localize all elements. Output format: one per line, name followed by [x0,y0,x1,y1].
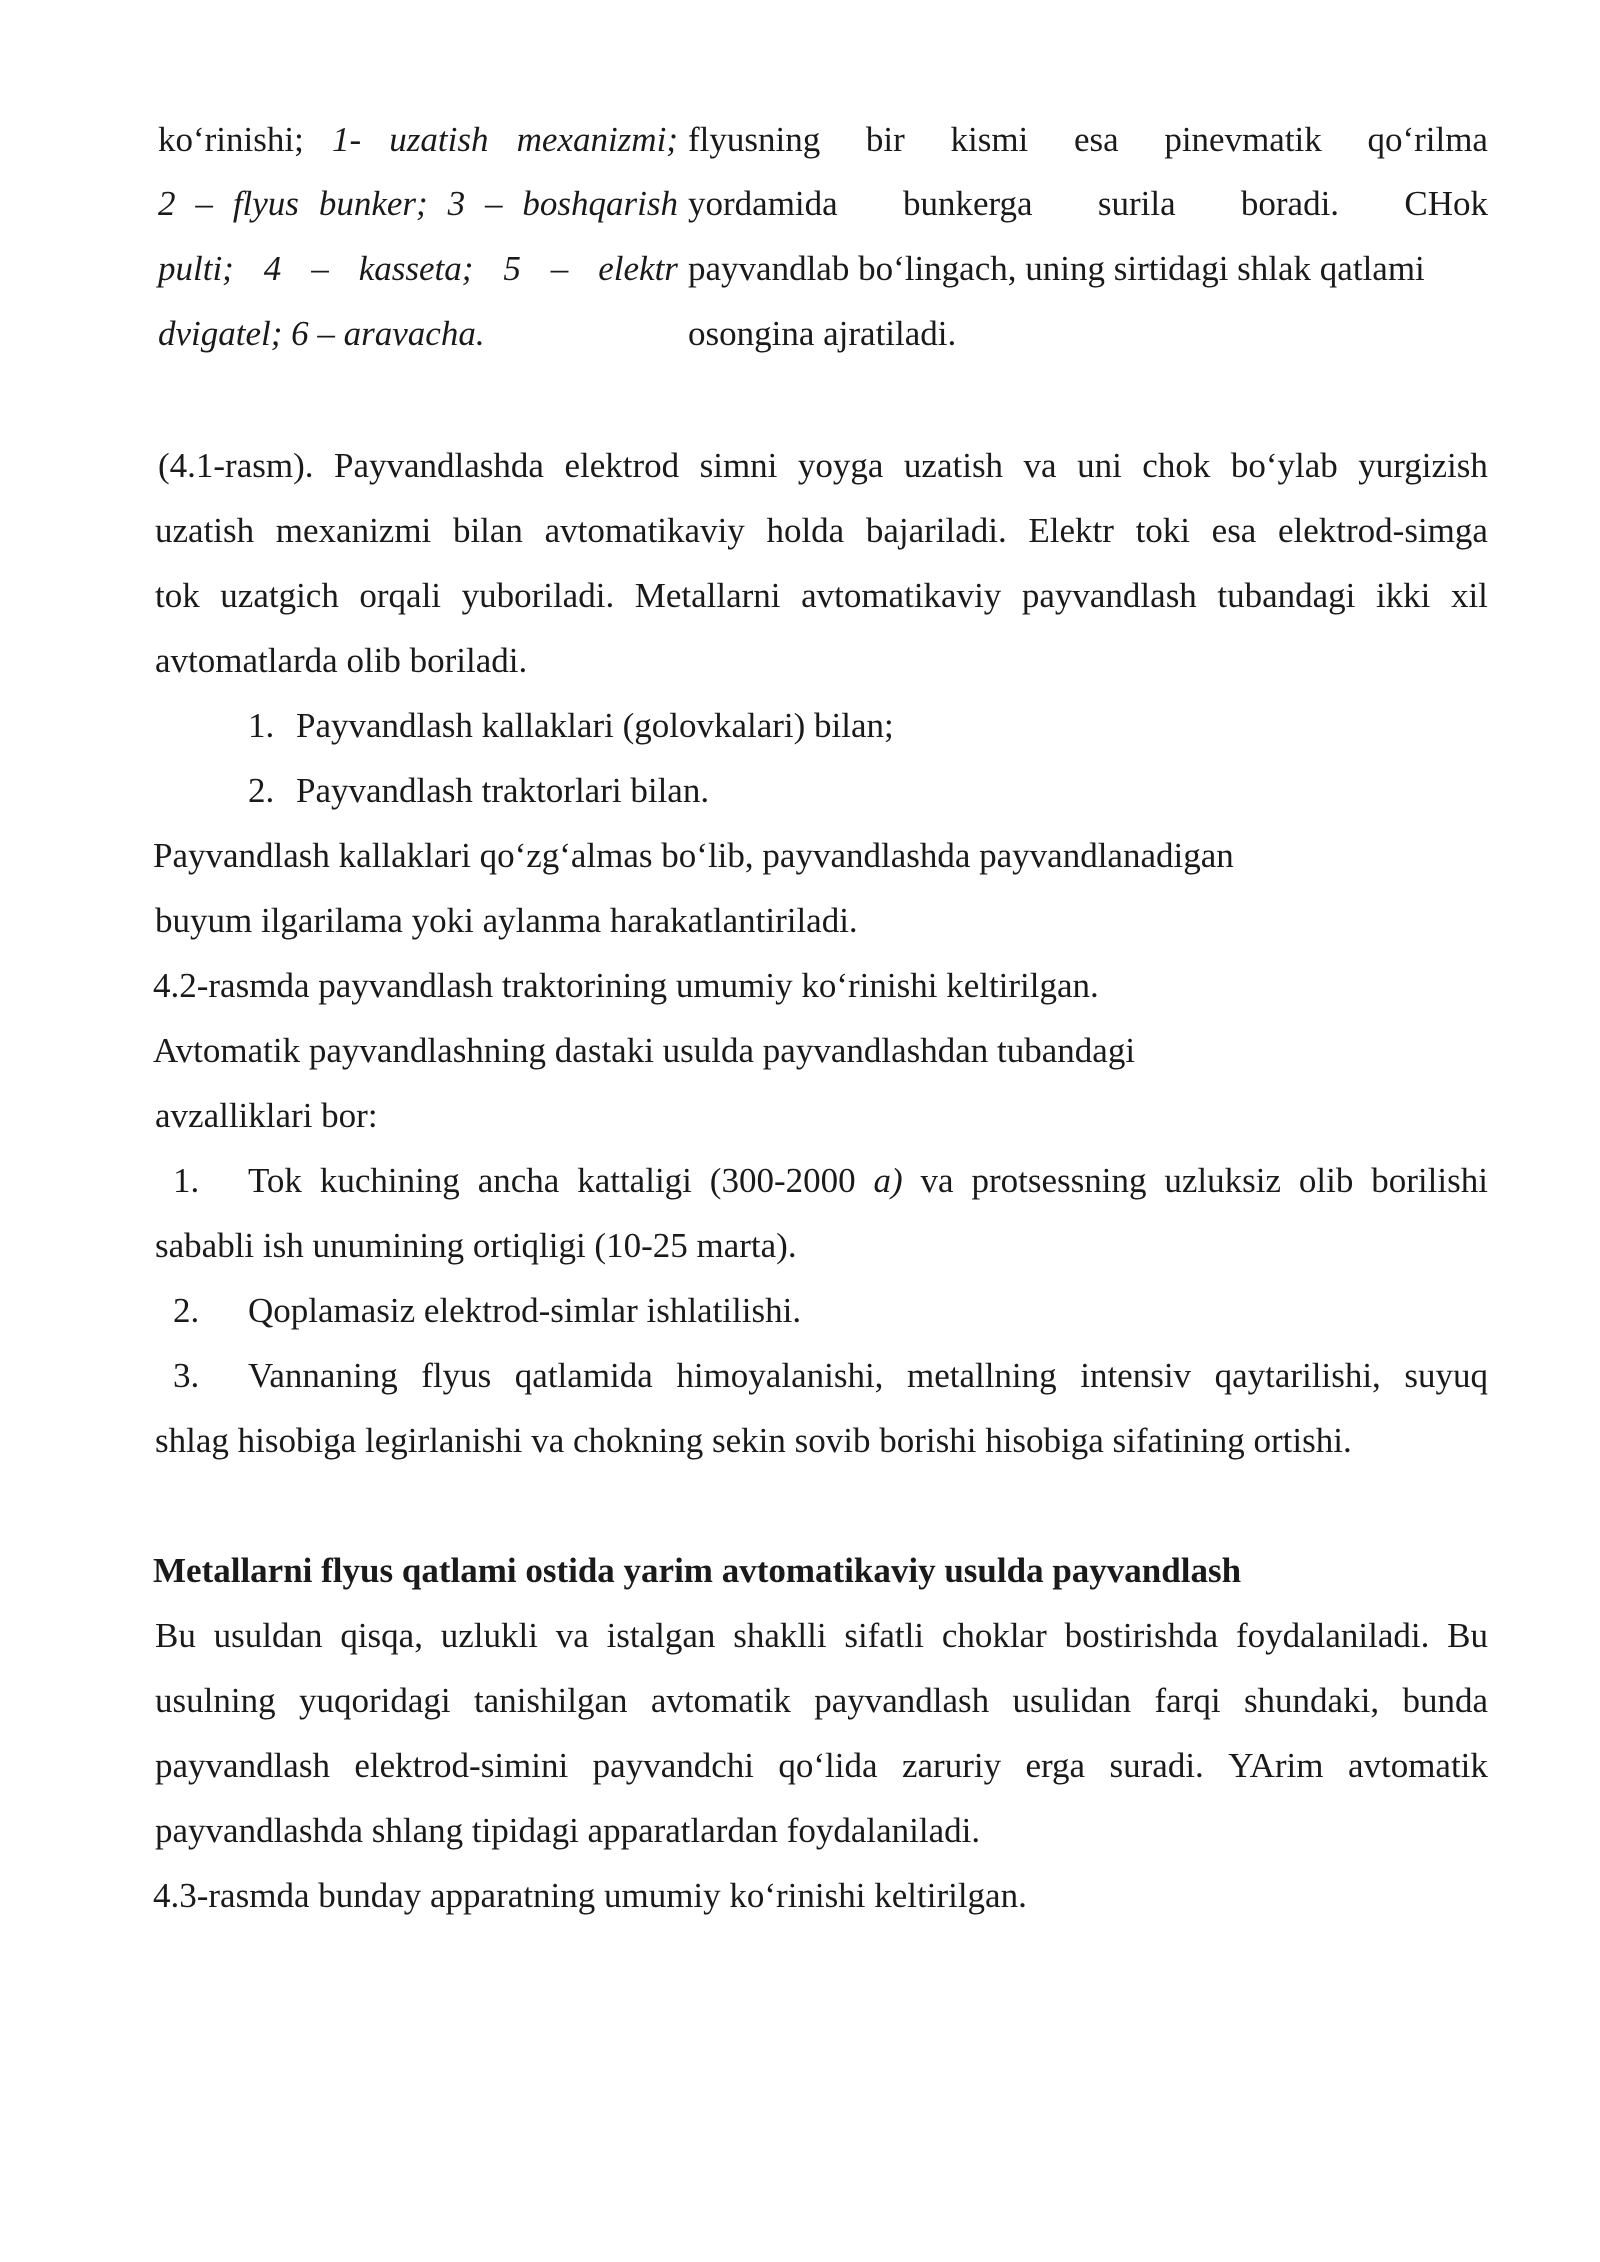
word: va [555,1616,589,1655]
text-line: 4.3-rasmda bunday apparatning umumiy ko‘rinishi keltirilgan. [153,1876,1027,1915]
paragraph-line [155,643,527,678]
word: Elektr [1028,511,1114,550]
word: 5 [503,249,521,288]
word: va [1023,446,1057,485]
text-line: avzalliklari bor: [155,1096,378,1135]
word: xil [1450,576,1488,615]
word: uzluksiz [1164,1161,1282,1200]
body-line [688,314,1488,354]
word: chok [1142,446,1211,485]
word: orqali [359,576,442,615]
word: qo‘lida [778,1746,878,1785]
list-number: 1. [173,1161,200,1200]
word: boshqarish [522,184,678,223]
word: elektrod [564,446,680,485]
word: uzatish [155,511,255,550]
body-line [688,249,1488,289]
word: 1- [331,120,362,159]
word: qisqa, [340,1616,423,1655]
word: – [550,249,569,288]
word: yuqoridagi [298,1681,451,1720]
word: tubandagi [1217,576,1356,615]
caption-row [158,184,1488,228]
list-text-line [248,1163,1488,1198]
word: olib [1298,1161,1354,1200]
word: usulidan [1012,1681,1132,1720]
list-text-line [248,1358,1488,1393]
word: esa [1073,120,1119,159]
word: simni [699,446,778,485]
word: Bu [155,1616,196,1655]
word: bir [865,120,905,159]
word: avtomatik [1347,1746,1488,1785]
word: avtomatlarda olib boriladi. [155,641,528,680]
word: payvandlash [1021,576,1197,615]
word: shundaki, [1243,1681,1380,1720]
word: borilishi [1371,1161,1488,1200]
word: Payvandlashda [334,446,544,485]
figure-caption-line [158,184,678,224]
word: zaruriy [901,1746,1002,1785]
word: flyusning [688,120,821,159]
word: avtomatikaviy [544,511,745,550]
word: elektrod-simini [354,1746,569,1785]
word: ko‘rinishi; [158,120,304,159]
word: CHok [1404,184,1488,223]
word: Vannaning [248,1356,398,1395]
word: qaytarilishi, [1214,1356,1381,1395]
text-line: 4.2-rasmda payvandlash traktorining umumiy ko‘rinishi keltirilgan. [153,966,1099,1005]
word: uzatish [389,120,489,159]
word: surila [1097,184,1176,223]
word: Tok [248,1161,302,1200]
list-number: 2. [173,1291,200,1330]
word: – [311,249,329,288]
word: 4 [263,249,282,288]
word: foydalaniladi. [1235,1616,1430,1655]
word: toki [1135,511,1191,550]
body-line [688,184,1488,224]
word: metallning [906,1356,1057,1395]
list-item [248,771,710,810]
word: elektr [598,249,678,288]
paragraph-line [155,1748,1488,1783]
word: istalgan [606,1616,716,1655]
word: mexanizmi [275,511,432,550]
word: avtomatikaviy [801,576,1002,615]
word: bunkerga [902,184,1033,223]
word: shaklli [733,1616,827,1655]
word: mexanizmi; [516,120,678,159]
word: payvandlash [155,1746,330,1785]
figure-caption-line [158,120,678,160]
word: intensiv [1080,1356,1192,1395]
paragraph-line [155,1683,1488,1718]
word: payvandchi [592,1746,754,1785]
word: yoyga [797,446,884,485]
word: payvandlash [814,1681,990,1720]
word: ancha [477,1161,560,1200]
word: yurgizish [1358,446,1488,485]
word: pinevmatik [1164,120,1322,159]
word: – [485,184,503,223]
word: uni [1077,446,1122,485]
paragraph-line [155,1618,1488,1653]
word: farqi [1154,1681,1221,1720]
word: esa [1211,511,1257,550]
word: usulning [155,1681,276,1720]
word: choklar [941,1616,1047,1655]
list-text: Payvandlash traktorlari bilan. [296,771,710,810]
word: (4.1-rasm). [158,446,314,485]
list-text: Payvandlash kallaklari (golovkalari) bilan; [296,706,894,745]
word: protsessning [971,1161,1147,1200]
word: yordamida [688,184,838,223]
list-number: 2. [248,771,275,810]
word: uzatish [903,446,1004,485]
word: elektrod-simga [1278,511,1488,550]
word: uzlukli [440,1616,538,1655]
paragraph-line [158,448,1488,483]
word: bunda [1402,1681,1488,1720]
list-number: 1. [248,706,275,745]
word: erga [1025,1746,1086,1785]
caption-row [158,314,1488,358]
figure-caption-line [158,314,678,354]
word: a) [873,1161,903,1200]
word: himoyalanishi, [676,1356,884,1395]
paragraph-line [155,578,1488,613]
word: boradi. [1240,184,1340,223]
word: Bu [1447,1616,1488,1655]
body-line [688,120,1488,160]
list-text-line: shlag hisobiga legirlanishi va chokning sekin sovib borishi hisobiga sifatining ortishi. [155,1421,1352,1460]
text-line: Avtomatik payvandlashning dastaki usulda payvandlashdan tubandagi [153,1031,1136,1070]
word: suyuq [1404,1356,1488,1395]
paragraph-line [155,513,1488,548]
text-line: buyum ilgarilama yoki aylanma harakatlantiriladi. [155,901,858,940]
word: (300-2000 [709,1161,856,1200]
paragraph-line: payvandlashda shlang tipidagi apparatlardan foydalaniladi. [155,1811,981,1850]
section-heading: Metallarni flyus qatlami ostida yarim avtomatikaviy usulda payvandlash [153,1551,1242,1590]
text-line: Payvandlash kallaklari qo‘zg‘almas bo‘lib, payvandlashda payvandlanadigan [153,836,1234,875]
word: kattaligi [577,1161,692,1200]
word: Metallarni [634,576,781,615]
word: bilan [452,511,523,550]
caption-row [158,249,1488,293]
word: bunker; [318,184,428,223]
word: osongina ajratiladi. [688,314,957,353]
list-number: 3. [173,1356,200,1395]
figure-caption-line [158,249,678,289]
word: flyus [421,1356,492,1395]
word: qo‘rilma [1367,120,1488,159]
word: kasseta; [358,249,474,288]
word: payvandlab bo‘lingach, uning sirtidagi shlak qatlami [688,249,1425,288]
word: sifatli [844,1616,925,1655]
word: pulti; [158,249,234,288]
list-item [248,706,894,745]
word: yuboriladi. [461,576,615,615]
word: – [195,184,213,223]
word: bo‘ylab [1230,446,1338,485]
word: 3 [447,184,466,223]
word: qatlamida [514,1356,653,1395]
list-text-line: sababli ish unumining ortiqligi (10-25 marta). [155,1226,797,1265]
word: avtomatik [650,1681,791,1720]
word: kismi [950,120,1029,159]
word: YArim [1228,1746,1324,1785]
word: kuchining [319,1161,460,1200]
word: tok [155,576,200,615]
word: dvigatel; 6 – aravacha. [158,314,485,353]
word: flyus [232,184,299,223]
word: bostirishda [1064,1616,1219,1655]
word: 2 [158,184,176,223]
word: tanishilgan [473,1681,628,1720]
word: usuldan [213,1616,323,1655]
list-text-line: Qoplamasiz elektrod-simlar ishlatilishi. [248,1291,802,1330]
word: va [920,1161,954,1200]
word: suradi. [1109,1746,1204,1785]
word: bajariladi. [865,511,1007,550]
word: holda [766,511,845,550]
word: uzatgich [220,576,339,615]
word: ikki [1375,576,1431,615]
caption-row [158,120,1488,164]
